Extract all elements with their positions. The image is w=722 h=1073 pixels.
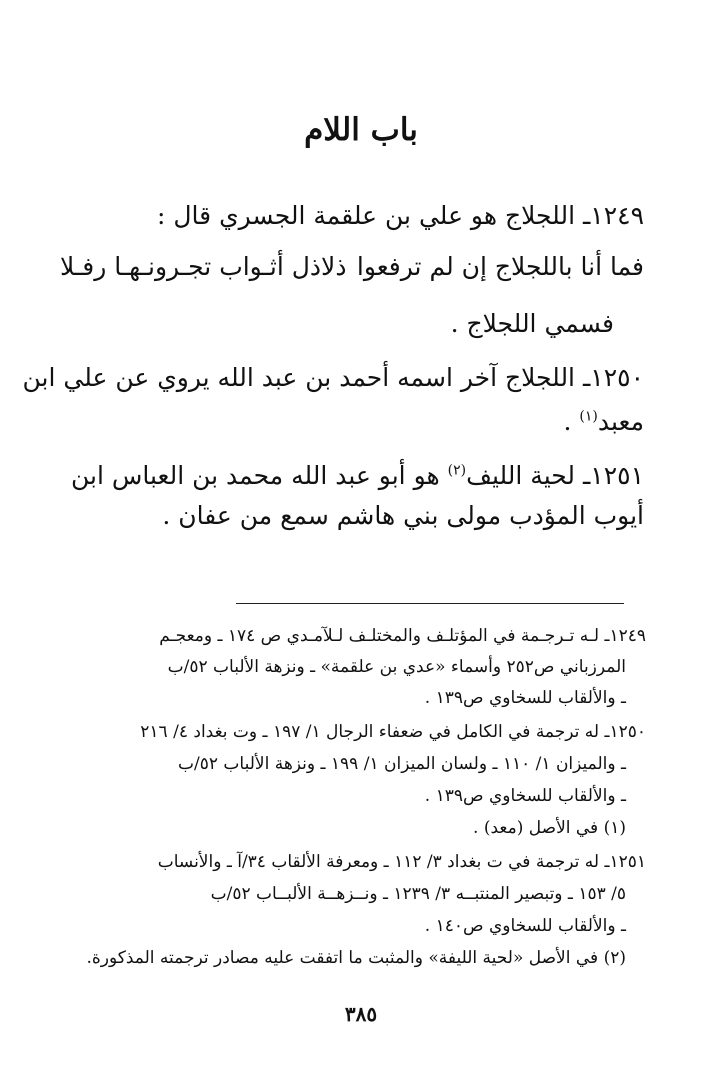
footnote-ref-1: (١) [579, 408, 598, 425]
entry-1250-line-2-end: . [563, 407, 580, 436]
footnote-1251-line-2: ٥/ ١٥٣ ـ وتبصير المنتبــه ٣/ ١٢٣٩ ـ ونــزهــة الألبــاب ٥٢/ب [210, 884, 626, 904]
footnote-1250-line-3: ـ والألقاب للسخاوي ص١٣٩ . [424, 786, 626, 806]
entry-1251-line-1 [60, 456, 644, 496]
footnote-1250-line-1: ١٢٥٠ـ له ترجمة في الكامل في ضعفاء الرجال ١/ ١٩٧ ـ وت بغداد ٤/ ٢١٦ [140, 722, 646, 742]
footnote-1251-line-1: ١٢٥١ـ له ترجمة في ت بغداد ٣/ ١١٢ ـ ومعرفة الألقاب ٣٤/آ ـ والأنساب [157, 852, 646, 872]
footnote-divider [236, 603, 624, 604]
entry-1250-line-2-text: معبد [597, 407, 644, 436]
entry-1251-line-1-start: ١٢٥١ـ لحية الليف [466, 461, 644, 490]
footnote-1251-line-3: ـ والألقاب للسخاوي ص١٤٠ . [424, 916, 626, 936]
footnote-1250-line-2: ـ والميزان ١/ ١١٠ ـ ولسان الميزان ١/ ١٩٩ ـ ونزهة الألباب ٥٢/ب [177, 754, 626, 774]
entry-1249-line-1: ١٢٤٩ـ اللجلاج هو علي بن علقمة الجسري قال : [157, 201, 644, 230]
page-number: ٣٨٥ [344, 1002, 378, 1026]
footnote-1249-line-3: ـ والألقاب للسخاوي ص١٣٩ . [424, 688, 626, 708]
entry-1249-verse [60, 244, 644, 290]
entry-1250-line-2 [60, 402, 644, 442]
chapter-title: باب اللام [304, 112, 418, 148]
entry-1249-line-3: فسمي اللجلاج . [450, 309, 614, 338]
footnote-note-2: (٢) في الأصل «لحية الليفة» والمثبت ما اتفقت عليه مصادر ترجمته المذكورة. [86, 948, 626, 968]
entry-1250-line-1: ١٢٥٠ـ اللجلاج آخر اسمه أحمد بن عبد الله يروي عن علي ابن [22, 363, 644, 392]
footnote-note-1: (١) في الأصل (معد) . [473, 818, 626, 838]
entry-1251-line-2: أيوب المؤدب مولى بني هاشم سمع من عفان . [162, 501, 644, 530]
footnote-ref-2: (٢) [447, 462, 467, 479]
entry-1251-line-1-end: هو أبو عبد الله محمد بن العباس ابن [70, 461, 448, 490]
verse-first-hemistich: فما أنا باللجلاج إن لم ترفعوا [356, 252, 644, 281]
footnote-1249-line-2: المرزباني ص٢٥٢ وأسماء «عدي بن علقمة» ـ ونزهة الألباب ٥٢/ب [167, 657, 626, 677]
verse-second-hemistich: ذلاذل أثـواب تجـرونـهـا رفـلا [60, 252, 347, 281]
footnote-1249-line-1: ١٢٤٩ـ لـه تـرجـمة في المؤتلـف والمختلـف لـلآمـدي ص ١٧٤ ـ ومعجـم [159, 626, 646, 646]
